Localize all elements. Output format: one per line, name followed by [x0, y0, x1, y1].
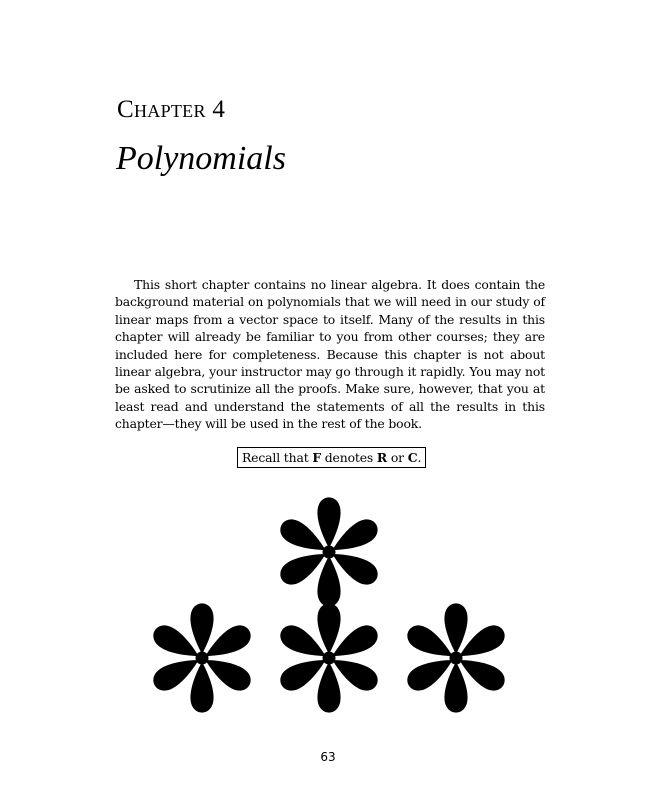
six-petal-asterisk-icon — [276, 497, 382, 606]
six-petal-asterisk-icon — [403, 603, 509, 712]
recall-note-connector: or — [387, 450, 408, 465]
field-symbol-r: R — [376, 450, 388, 465]
recall-note-suffix: . — [417, 450, 422, 465]
chapter-title: Polynomials — [116, 140, 286, 177]
page-number: 63 — [320, 750, 336, 764]
six-petal-asterisk-icon — [149, 603, 255, 712]
chapter-label: Chapter 4 — [117, 96, 226, 123]
intro-paragraph: This short chapter contains no linear algebra. It does contain the background material on polynomials that we will need in our study of linear maps from a vector space to itself. Many of the results in this chapter will already be familiar to you from other courses; they are included here for completeness. Because this chapter is not about linear algebra, your instructor may go through it rapidly. You may not be asked to scrutinize all the proofs. Make sure, however, that you at least read and understand the statements of all the results in this chapter—they will be used in the rest of the book. — [115, 277, 545, 432]
six-petal-asterisk-icon — [276, 603, 382, 712]
field-symbol-f: F — [312, 450, 321, 465]
recall-note-middle: denotes — [320, 450, 377, 465]
field-symbol-c: C — [407, 450, 418, 465]
recall-note-prefix: Recall that — [242, 450, 313, 465]
